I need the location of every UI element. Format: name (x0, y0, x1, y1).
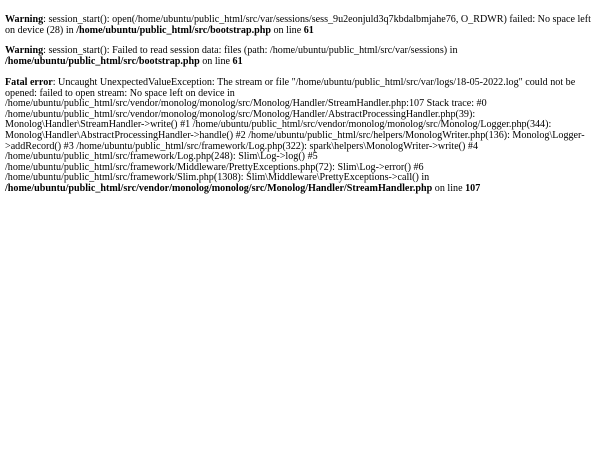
error-level-label: Warning (5, 14, 44, 25)
error-line-number: 61 (232, 55, 243, 67)
on-line-text: on line (432, 182, 466, 194)
fatal-error-message (5, 78, 595, 195)
error-text: : session_start(): open(/home/ubuntu/public_html/src/var/sessions/sess_9u2eonjuld3q7kbdalbmjahe76, O_RDWR) failed: No space left on device (28) in (5, 14, 591, 36)
error-file-path: /home/ubuntu/public_html/src/vendor/monolog/monolog/src/Monolog/Handler/StreamHandler.php (5, 182, 433, 194)
error-text: : Uncaught UnexpectedValueException: The stream or file "/home/ubuntu/public_html/src/var/logs/18-05-2022.log" could not be opened: failed to open stream: No space left on device in /home/ubuntu/public_html/src/vendor/monolog/monolog/src/Monolog/Handler/StreamHandler.php:107 Stack trace: #0 /home/ubuntu/public_html/src/vendor/monolog/monolog/src/Monolog/Handler/AbstractProcessingHandler.php(39): Monolog\Handler\StreamHandler->write() #1 /home/ubuntu/public_html/src/vendor/monolog/monolog/src/Monolog/Logger.php(344): Monolog\Handler\AbstractProcessingHandler->handle() #2 /home/ubuntu/public_html/src/helpers/MonologWriter.php(136): Monolog\Logger->addRecord() #3 /home/ubuntu/public_html/src/framework/Log.php(322): spark\helpers\MonologWriter->write() #4 /home/ubuntu/public_html/src/framework/Log.php(248): Slim\Log->log() #5 /home/ubuntu/public_html/src/framework/Middleware/PrettyExceptions.php(72): Slim\Log->error() #6 /home/ubuntu/public_html/src/framework/Slim.php(1308): Slim\Middleware\PrettyExceptions->call() in (5, 77, 585, 184)
error-level-label: Fatal error (5, 77, 53, 88)
error-file-path: /home/ubuntu/public_html/src/bootstrap.php (76, 24, 271, 36)
warning-message-session-open (5, 15, 595, 36)
warning-message-session-read (5, 46, 595, 67)
error-file-path: /home/ubuntu/public_html/src/bootstrap.php (5, 55, 200, 67)
error-text: : session_start(): Failed to read session data: files (path: /home/ubuntu/public_html/src/var/sessions) in (43, 45, 458, 56)
on-line-text: on line (199, 55, 233, 67)
error-line-number: 61 (303, 24, 314, 36)
on-line-text: on line (270, 24, 304, 36)
error-level-label: Warning (5, 45, 44, 56)
error-line-number: 107 (465, 182, 481, 194)
